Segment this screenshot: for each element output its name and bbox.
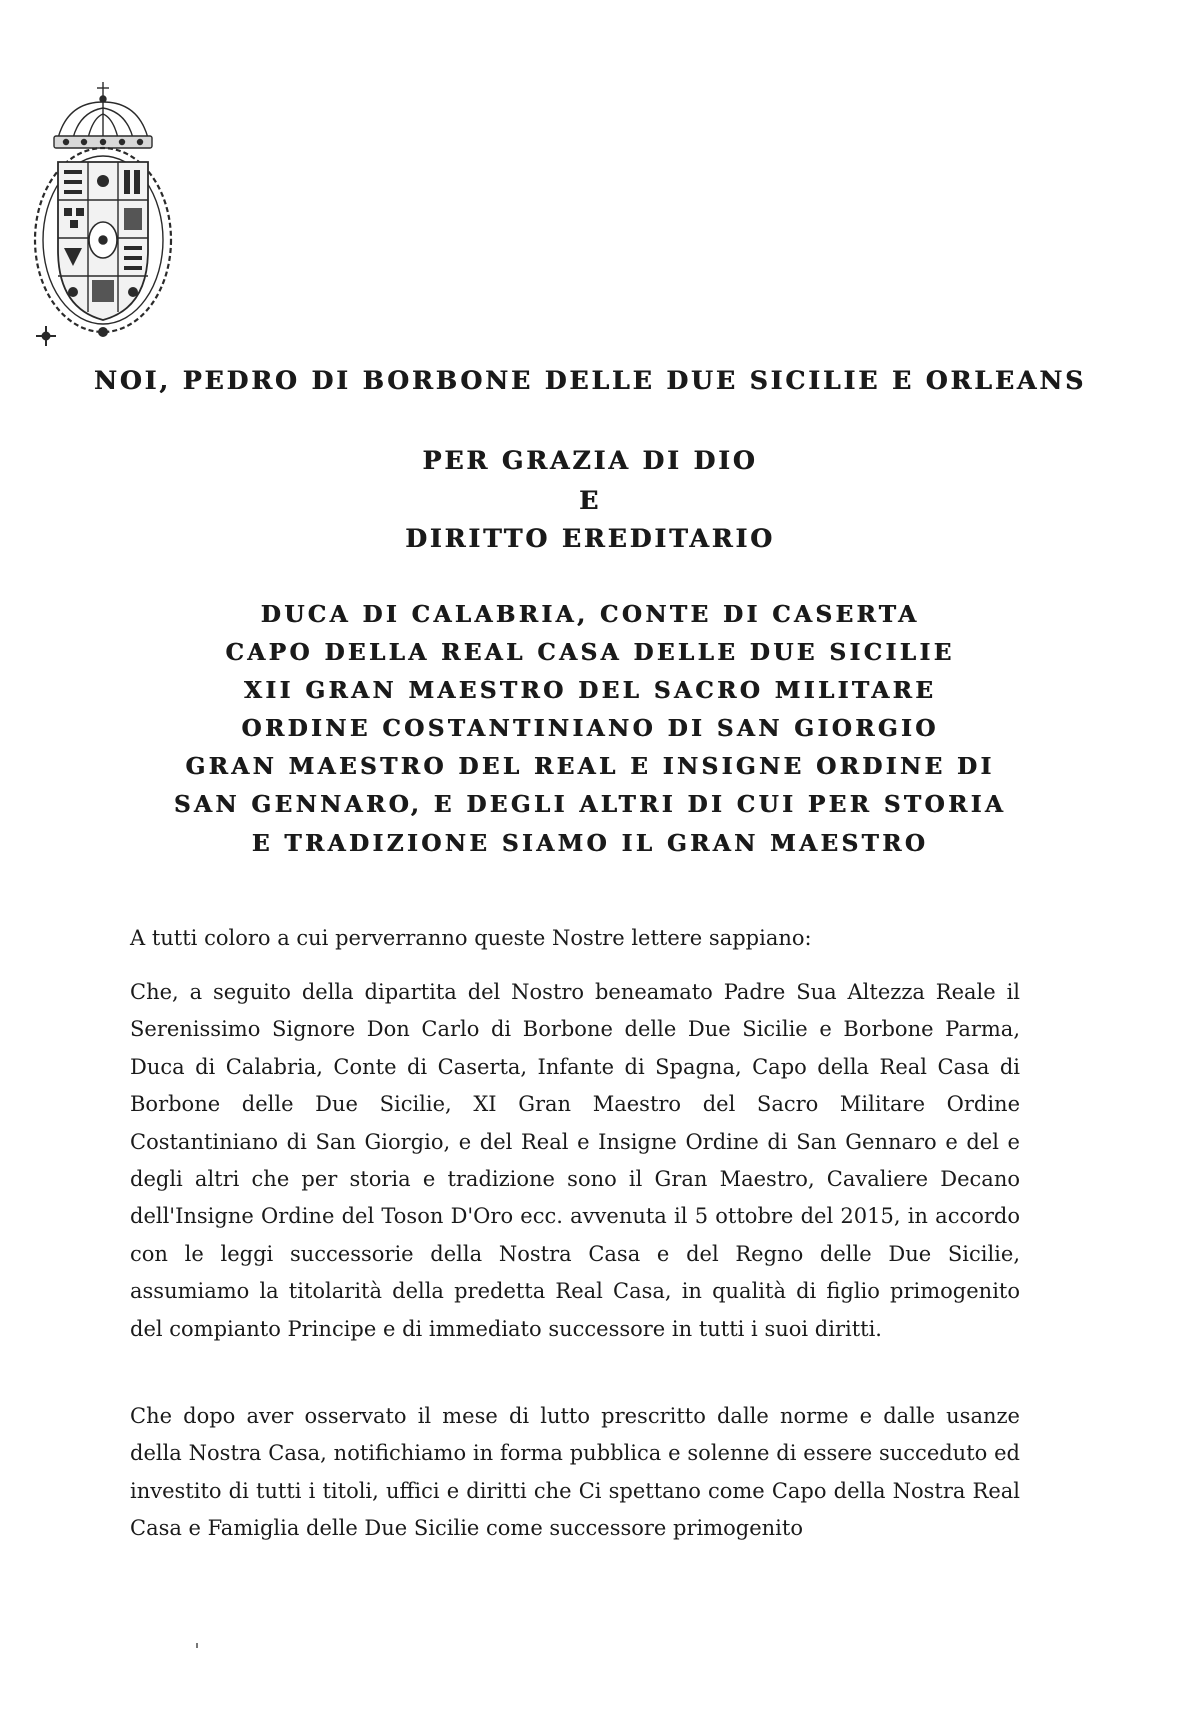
- title-line: SAN GENNARO, E DEGLI ALTRI DI CUI PER STORIA: [173, 791, 1007, 818]
- grace-line-1: PER GRAZIA DI DIO: [422, 446, 758, 475]
- title-line: DUCA DI CALABRIA, CONTE DI CASERTA: [260, 601, 920, 628]
- body-paragraph-2: Che dopo aver osservato il mese di lutto prescritto dalle norme e dalle usanze della Nostra Casa, notifichiamo in forma pubblica e solenne di essere succeduto ed investito di tutti i titoli, uffici e diritti che Ci spettano come Capo della Nostra Real Casa e Famiglia delle Due Sicilie come successore primogenito: [130, 1404, 1020, 1541]
- salutation: A tutti coloro a cui perverranno queste Nostre lettere sappiano:: [130, 926, 812, 950]
- coat-of-arms-icon: [28, 80, 178, 350]
- title-line: XII GRAN MAESTRO DEL SACRO MILITARE: [243, 677, 937, 704]
- body-paragraph-1: Che, a seguito della dipartita del Nostro beneamato Padre Sua Altezza Reale il Serenissimo Signore Don Carlo di Borbone delle Due Sicilie e Borbone Parma, Duca di Calabria, Conte di Caserta, Infante di Spagna, Capo della Real Casa di Borbone delle Due Sicilie, XI Gran Maestro del Sacro Militare Ordine Costantiniano di San Giorgio, e del Real e Insigne Ordine di San Gennaro e del e degli altri che per storia e tradizione sono il Gran Maestro, Cavaliere Decano dell'Insigne Ordine del Toson D'Oro ecc. avvenuta il 5 ottobre del 2015, in accordo con le leggi successorie della Nostra Casa e del Regno delle Due Sicilie, assumiamo la titolarità della predetta Real Casa, in qualità di figlio primogenito del compianto Principe e di immediato successore in tutti i suoi diritti.: [130, 980, 1020, 1341]
- title-line: CAPO DELLA REAL CASA DELLE DUE SICILIE: [225, 639, 955, 666]
- scan-speck: [196, 1643, 198, 1648]
- grace-line-2: E: [578, 486, 602, 515]
- title-line: E TRADIZIONE SIAMO IL GRAN MAESTRO: [251, 830, 929, 857]
- heading: NOI, PEDRO DI BORBONE DELLE DUE SICILIE E ORLEANS: [93, 366, 1087, 395]
- grace-line-3: DIRITTO EREDITARIO: [405, 524, 775, 553]
- title-line: ORDINE COSTANTINIANO DI SAN GIORGIO: [241, 715, 939, 742]
- title-line: GRAN MAESTRO DEL REAL E INSIGNE ORDINE DI: [185, 753, 995, 780]
